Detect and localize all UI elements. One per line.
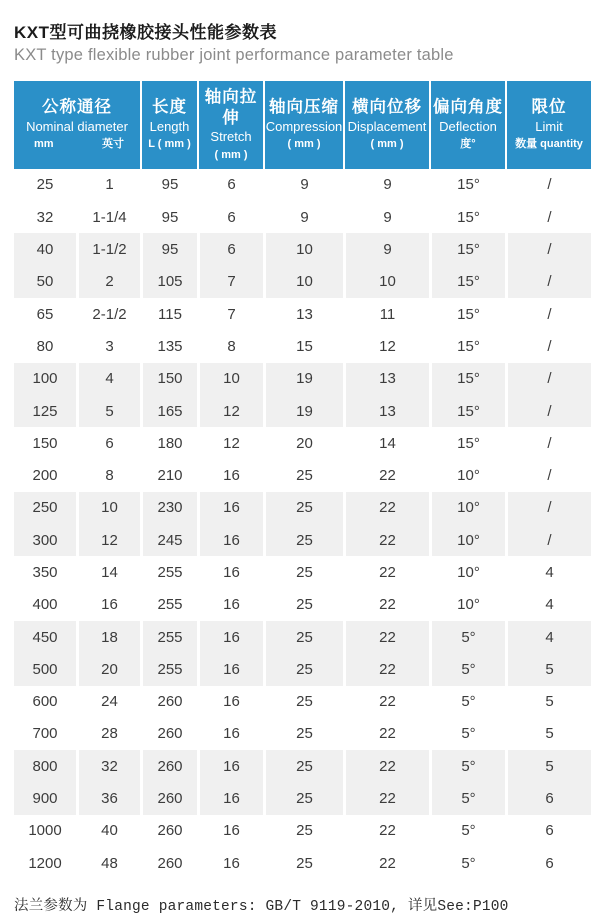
table-cell: 5°	[429, 782, 505, 814]
table-cell: 10	[263, 233, 343, 265]
table-cell: 10°	[429, 459, 505, 491]
table-cell: 16	[197, 589, 263, 621]
table-row	[14, 266, 591, 298]
table-cell: 125	[14, 395, 76, 427]
table-cell: 22	[343, 492, 429, 524]
table-cell: 20	[263, 427, 343, 459]
table-cell: 6	[505, 782, 591, 814]
footer-note: 法兰参数为 Flange parameters: GB/T 9119-2010, 详见See:P100	[14, 899, 509, 915]
table-cell: 12	[197, 395, 263, 427]
table-cell: 150	[14, 427, 76, 459]
table-cell: 260	[140, 686, 197, 718]
table-cell: 5	[505, 718, 591, 750]
table-cell: 255	[140, 589, 197, 621]
table-cell: 105	[140, 266, 197, 298]
table-cell: 255	[140, 556, 197, 588]
table-cell: 22	[343, 750, 429, 782]
unit-mm: mm	[34, 138, 54, 151]
table-cell: 16	[197, 556, 263, 588]
table-cell: 260	[140, 782, 197, 814]
table-cell: 10	[76, 492, 140, 524]
table-cell: 4	[505, 556, 591, 588]
table-cell: 19	[263, 363, 343, 395]
table-cell: 13	[343, 395, 429, 427]
col-header-length	[140, 81, 197, 169]
table-cell: 1	[76, 169, 140, 201]
table-cell: 260	[140, 718, 197, 750]
table-cell: 10°	[429, 492, 505, 524]
table-cell: 115	[140, 298, 197, 330]
table-cell: 5°	[429, 750, 505, 782]
table-cell: 24	[76, 686, 140, 718]
table-cell: /	[505, 169, 591, 201]
table-row	[14, 233, 591, 265]
table-cell: 8	[197, 330, 263, 362]
table-row	[14, 815, 591, 847]
table-row	[14, 363, 591, 395]
table-cell: 15°	[429, 427, 505, 459]
table-cell: 600	[14, 686, 76, 718]
table-cell: 100	[14, 363, 76, 395]
col-label-zh: 轴向压缩	[269, 98, 339, 117]
table-cell: 40	[14, 233, 76, 265]
table-cell: 7	[197, 298, 263, 330]
col-header-deflection	[429, 81, 505, 169]
table-cell: 25	[263, 524, 343, 556]
table-cell: 200	[14, 459, 76, 491]
table-row	[14, 750, 591, 782]
table-cell: 15°	[429, 330, 505, 362]
parameter-table	[14, 81, 591, 879]
table-cell: 1-1/4	[76, 201, 140, 233]
table-row	[14, 556, 591, 588]
table-row	[14, 298, 591, 330]
table-row	[14, 330, 591, 362]
table-cell: 25	[263, 621, 343, 653]
table-cell: 10°	[429, 589, 505, 621]
table-row	[14, 524, 591, 556]
table-cell: 65	[14, 298, 76, 330]
table-row	[14, 459, 591, 491]
table-cell: 40	[76, 815, 140, 847]
table-cell: 250	[14, 492, 76, 524]
table-cell: 6	[505, 847, 591, 879]
table-cell: 800	[14, 750, 76, 782]
table-cell: 25	[263, 782, 343, 814]
table-cell: 22	[343, 782, 429, 814]
table-cell: 3	[76, 330, 140, 362]
table-cell: 14	[343, 427, 429, 459]
table-cell: 95	[140, 169, 197, 201]
table-cell: 22	[343, 847, 429, 879]
table-cell: /	[505, 266, 591, 298]
col-label-en: Nominal diameter	[26, 118, 128, 134]
table-cell: 5°	[429, 815, 505, 847]
table-cell: 25	[263, 556, 343, 588]
table-cell: 6	[197, 233, 263, 265]
table-cell: /	[505, 233, 591, 265]
table-cell: 12	[343, 330, 429, 362]
table-cell: 22	[343, 653, 429, 685]
table-cell: /	[505, 395, 591, 427]
table-cell: /	[505, 459, 591, 491]
table-cell: 4	[76, 363, 140, 395]
table-cell: 900	[14, 782, 76, 814]
col-header-stretch	[197, 81, 263, 169]
table-cell: 350	[14, 556, 76, 588]
col-label-en: Length	[149, 118, 190, 134]
table-cell: 6	[76, 427, 140, 459]
table-cell: 16	[197, 621, 263, 653]
table-cell: 5	[76, 395, 140, 427]
table-cell: 210	[140, 459, 197, 491]
table-cell: 6	[197, 169, 263, 201]
col-label-en: Displacement	[347, 118, 427, 134]
table-row	[14, 621, 591, 653]
unit-inch: 英寸	[102, 138, 124, 151]
table-row	[14, 782, 591, 814]
col-unit: ( mm )	[287, 138, 321, 151]
table-cell: 15°	[429, 363, 505, 395]
table-cell: 15°	[429, 395, 505, 427]
table-cell: 22	[343, 556, 429, 588]
table-cell: 16	[197, 653, 263, 685]
table-cell: 15°	[429, 298, 505, 330]
col-label-zh: 长度	[152, 98, 187, 117]
table-cell: /	[505, 492, 591, 524]
table-cell: 25	[263, 750, 343, 782]
table-cell: 25	[14, 169, 76, 201]
table-cell: 1-1/2	[76, 233, 140, 265]
page-subtitle: KXT type flexible rubber joint performance parameter table	[14, 46, 454, 64]
table-cell: 10°	[429, 556, 505, 588]
col-header-nominal-diameter	[14, 81, 140, 169]
table-cell: 5°	[429, 847, 505, 879]
table-cell: 15°	[429, 169, 505, 201]
table-cell: 22	[343, 589, 429, 621]
table-cell: 25	[263, 459, 343, 491]
table-cell: /	[505, 524, 591, 556]
table-cell: 95	[140, 233, 197, 265]
table-row	[14, 589, 591, 621]
table-cell: 1200	[14, 847, 76, 879]
table-cell: 135	[140, 330, 197, 362]
table-row	[14, 686, 591, 718]
table-cell: 5°	[429, 718, 505, 750]
table-cell: 22	[343, 621, 429, 653]
table-cell: 13	[343, 363, 429, 395]
col-label-zh: 横向位移	[352, 98, 422, 117]
table-cell: 15	[263, 330, 343, 362]
page-title: KXT型可曲挠橡胶接头性能参数表	[14, 23, 277, 42]
table-cell: 4	[505, 621, 591, 653]
col-unit	[14, 137, 140, 151]
table-cell: 22	[343, 718, 429, 750]
table-cell: 16	[197, 459, 263, 491]
table-cell: 25	[263, 847, 343, 879]
table-cell: 25	[263, 718, 343, 750]
table-cell: 18	[76, 621, 140, 653]
table-cell: 19	[263, 395, 343, 427]
table-cell: 5°	[429, 653, 505, 685]
table-cell: 9	[263, 201, 343, 233]
table-cell: 95	[140, 201, 197, 233]
table-cell: 22	[343, 686, 429, 718]
table-cell: 10	[343, 266, 429, 298]
table-cell: 700	[14, 718, 76, 750]
table-cell: 15°	[429, 266, 505, 298]
table-header-row	[14, 81, 591, 169]
table-cell: 10°	[429, 524, 505, 556]
table-cell: 9	[343, 201, 429, 233]
table-cell: 12	[76, 524, 140, 556]
table-body	[14, 169, 591, 880]
table-cell: 16	[197, 686, 263, 718]
table-cell: 80	[14, 330, 76, 362]
table-cell: 4	[505, 589, 591, 621]
table-cell: /	[505, 201, 591, 233]
table-cell: 15°	[429, 233, 505, 265]
table-cell: 9	[343, 233, 429, 265]
table-cell: 16	[76, 589, 140, 621]
table-cell: 165	[140, 395, 197, 427]
table-cell: 22	[343, 815, 429, 847]
table-cell: 9	[263, 169, 343, 201]
table-cell: 255	[140, 653, 197, 685]
table-cell: 5°	[429, 621, 505, 653]
table-cell: 245	[140, 524, 197, 556]
col-unit: 数量 quantity	[515, 138, 583, 151]
table-cell: 20	[76, 653, 140, 685]
col-label-en: Compression	[265, 118, 343, 134]
table-cell: 28	[76, 718, 140, 750]
table-cell: 36	[76, 782, 140, 814]
col-header-displacement	[343, 81, 429, 169]
table-cell: 32	[14, 201, 76, 233]
table-cell: 16	[197, 782, 263, 814]
col-unit: 度°	[460, 138, 476, 151]
col-label-zh: 公称通径	[42, 98, 112, 117]
table-cell: /	[505, 330, 591, 362]
table-cell: 22	[343, 524, 429, 556]
table-cell: 48	[76, 847, 140, 879]
table-row	[14, 201, 591, 233]
col-label-en: Deflection	[439, 118, 497, 134]
table-cell: 8	[76, 459, 140, 491]
col-label-zh: 轴向拉伸	[204, 88, 258, 127]
table-header	[14, 81, 591, 169]
table-cell: 25	[263, 589, 343, 621]
table-row	[14, 427, 591, 459]
table-cell: 13	[263, 298, 343, 330]
table-cell: 16	[197, 815, 263, 847]
col-unit: L ( mm )	[148, 138, 191, 151]
col-label-zh: 限位	[531, 98, 567, 117]
table-cell: 7	[197, 266, 263, 298]
table-cell: 15°	[429, 201, 505, 233]
table-cell: 16	[197, 750, 263, 782]
table-cell: 1000	[14, 815, 76, 847]
table-cell: 5	[505, 750, 591, 782]
table-cell: 12	[197, 427, 263, 459]
table-cell: 230	[140, 492, 197, 524]
table-cell: 16	[197, 718, 263, 750]
table-row	[14, 718, 591, 750]
table-cell: 9	[343, 169, 429, 201]
table-row	[14, 492, 591, 524]
table-cell: 500	[14, 653, 76, 685]
col-header-compression	[263, 81, 343, 169]
table-cell: 10	[263, 266, 343, 298]
table-cell: 32	[76, 750, 140, 782]
table-cell: 450	[14, 621, 76, 653]
table-cell: 300	[14, 524, 76, 556]
table-cell: 2-1/2	[76, 298, 140, 330]
table-cell: 50	[14, 266, 76, 298]
table-cell: 16	[197, 492, 263, 524]
table-cell: 180	[140, 427, 197, 459]
table-row	[14, 653, 591, 685]
table-cell: 6	[505, 815, 591, 847]
table-cell: 10	[197, 363, 263, 395]
col-header-limit	[505, 81, 591, 169]
col-label-zh: 偏向角度	[433, 98, 503, 117]
table-cell: 16	[197, 847, 263, 879]
col-unit: ( mm )	[370, 138, 404, 151]
table-cell: 260	[140, 815, 197, 847]
table-cell: 25	[263, 686, 343, 718]
table-cell: 400	[14, 589, 76, 621]
table-row	[14, 847, 591, 879]
col-unit: ( mm )	[214, 148, 248, 161]
table-cell: /	[505, 298, 591, 330]
table-cell: 11	[343, 298, 429, 330]
table-cell: /	[505, 363, 591, 395]
table-cell: 16	[197, 524, 263, 556]
table-cell: 150	[140, 363, 197, 395]
table-cell: 25	[263, 492, 343, 524]
table-cell: 22	[343, 459, 429, 491]
table-row	[14, 169, 591, 201]
table-cell: 5	[505, 653, 591, 685]
table-cell: 5°	[429, 686, 505, 718]
col-label-en: Stretch	[210, 129, 252, 145]
table-cell: 260	[140, 847, 197, 879]
col-label-en: Limit	[535, 118, 563, 134]
table-cell: 14	[76, 556, 140, 588]
table-cell: 25	[263, 815, 343, 847]
table-cell: 2	[76, 266, 140, 298]
table-cell: /	[505, 427, 591, 459]
table-cell: 255	[140, 621, 197, 653]
table-cell: 6	[197, 201, 263, 233]
table-cell: 5	[505, 686, 591, 718]
table-row	[14, 395, 591, 427]
table-cell: 25	[263, 653, 343, 685]
table-cell: 260	[140, 750, 197, 782]
